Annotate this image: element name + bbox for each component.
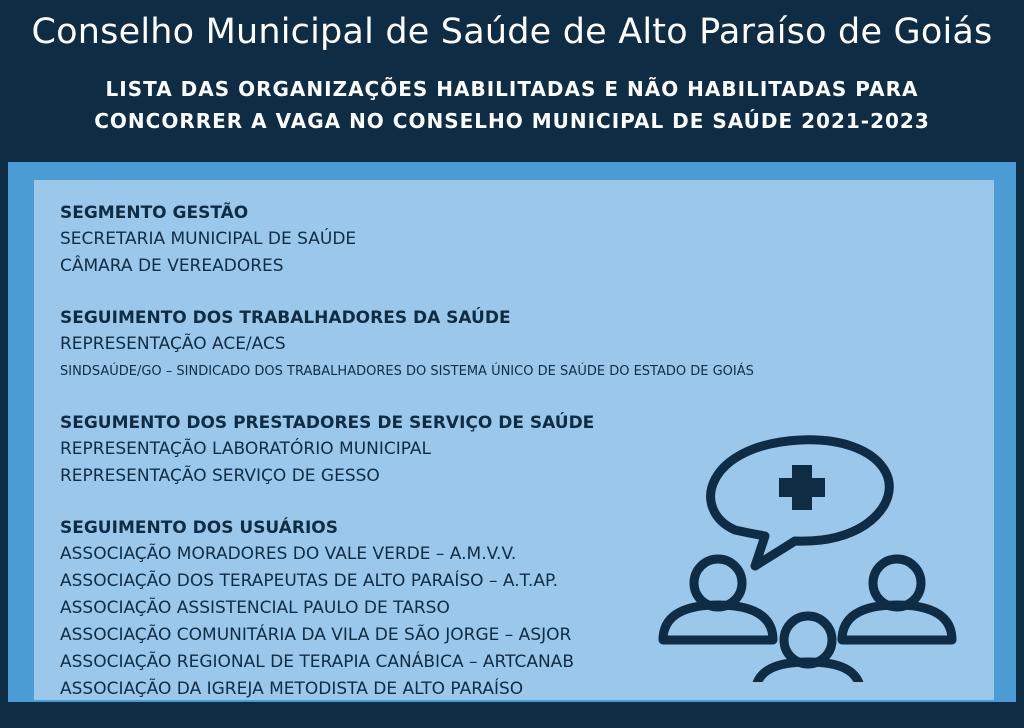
list-item: ASSOCIAÇÃO REGIONAL DE TERAPIA CANÁBICA – ARTCANAB [60,652,574,672]
list-item: ASSOCIAÇÃO MORADORES DO VALE VERDE – A.M.V.V. [60,544,517,564]
list-item: ASSOCIAÇÃO COMUNITÁRIA DA VILA DE SÃO JORGE – ASJOR [60,625,572,645]
person-center-body-icon [755,662,861,682]
list-item: SINDSAÚDE/GO – SINDICADO DOS TRABALHADORES DO SISTEMA ÚNICO DE SAÚDE DO ESTADO DE GOIÁS [60,364,754,379]
list-item: REPRESENTAÇÃO SERVIÇO DE GESSO [60,466,380,486]
list-item: REPRESENTAÇÃO LABORATÓRIO MUNICIPAL [60,439,432,459]
person-right-head-icon [873,559,921,607]
section-title: SEGMENTO GESTÃO [60,203,249,223]
list-item: ASSOCIAÇÃO DA IGREJA METODISTA DE ALTO PARAÍSO [60,679,524,699]
subtitle-line-2: CONCORRER A VAGA NO CONSELHO MUNICIPAL DE SAÚDE 2021-2023 [94,109,930,133]
section-gestao [60,200,940,280]
section-title: SEGUIMENTO DOS TRABALHADORES DA SAÚDE [60,308,511,328]
subtitle-line-1: LISTA DAS ORGANIZAÇÕES HABILITADAS E NÃO HABILITADAS PARA [105,77,919,101]
list-item: SECRETARIA MUNICIPAL DE SAÚDE [60,229,357,249]
page-title: Conselho Municipal de Saúde de Alto Paraíso de Goiás [31,12,993,52]
health-council-people-icon [640,410,970,682]
list-item: ASSOCIAÇÃO DOS TERAPEUTAS DE ALTO PARAÍSO – A.T.AP. [60,571,559,591]
medical-cross-icon [779,465,825,510]
section-title: SEGUIMENTO DOS USUÁRIOS [60,518,338,538]
list-item: CÂMARA DE VEREADORES [60,256,284,276]
person-left-head-icon [694,559,742,607]
list-item: REPRESENTAÇÃO ACE/ACS [60,334,286,354]
list-item: ASSOCIAÇÃO ASSISTENCIAL PAULO DE TARSO [60,598,450,618]
section-title: SEGUMENTO DOS PRESTADORES DE SERVIÇO DE SAÚDE [60,413,595,433]
section-trabalhadores [60,305,940,385]
header-banner [0,0,1024,160]
person-center-head-icon [784,616,832,664]
